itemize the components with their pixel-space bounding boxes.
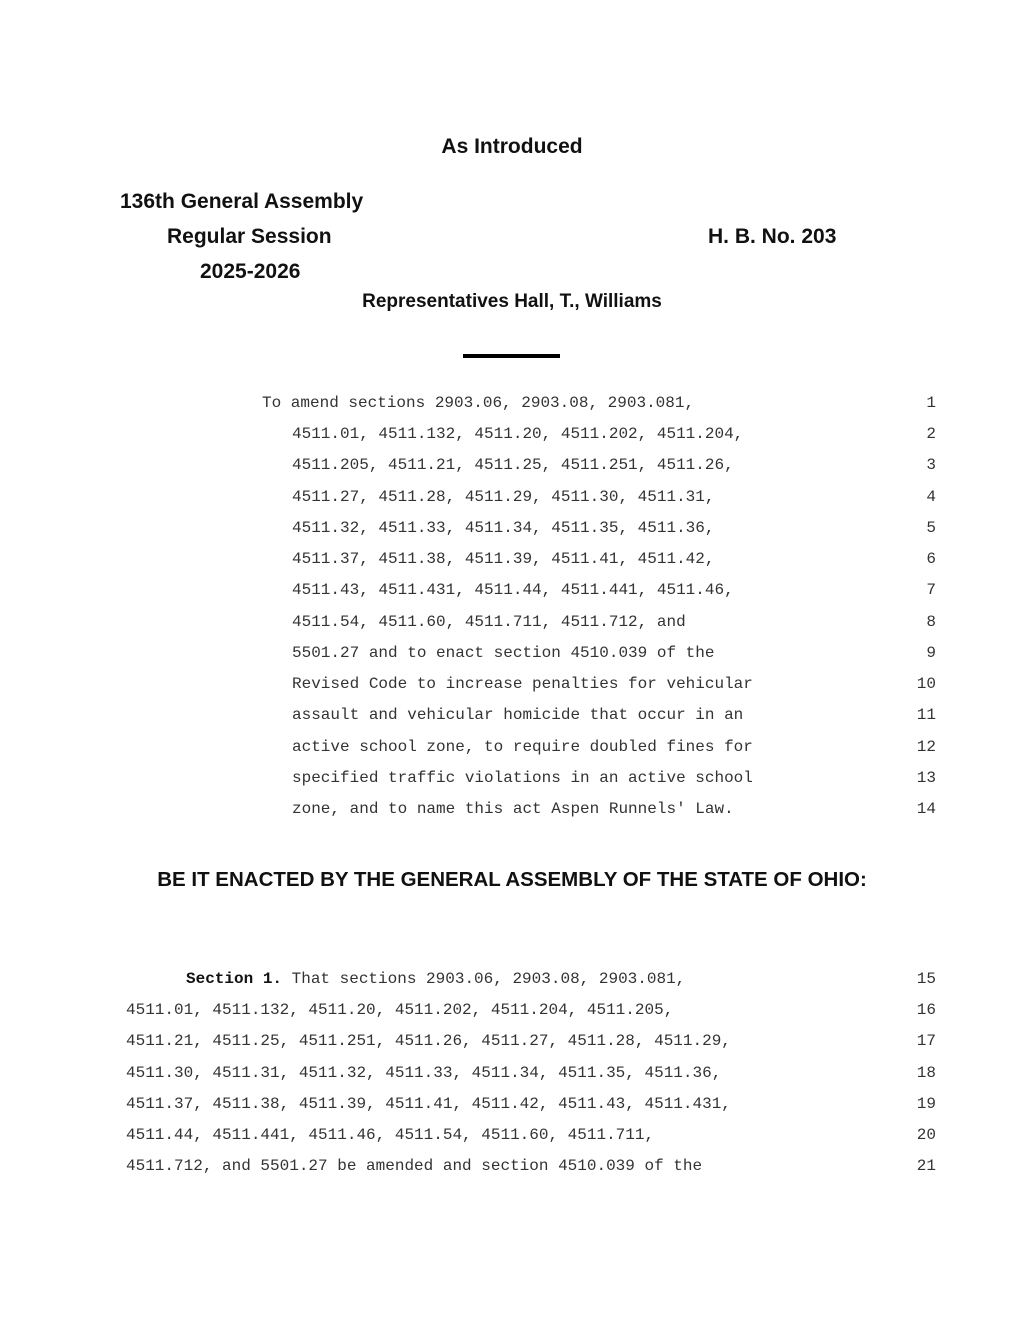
line-number: 16 <box>916 1001 936 1019</box>
general-assembly: 136th General Assembly <box>120 190 364 213</box>
line-number: 5 <box>926 519 936 537</box>
line-number: 9 <box>926 644 936 662</box>
section-first-line <box>186 969 685 989</box>
title-line: Revised Code to increase penalties for vehicular <box>292 675 753 693</box>
section-line: 4511.01, 4511.132, 4511.20, 4511.202, 4511.204, 4511.205, <box>126 1001 674 1019</box>
session-years: 2025-2026 <box>200 260 301 283</box>
title-line: 4511.01, 4511.132, 4511.20, 4511.202, 4511.204, <box>292 425 744 443</box>
line-number: 6 <box>926 550 936 568</box>
line-number: 17 <box>916 1032 936 1050</box>
line-number: 12 <box>916 738 936 756</box>
line-number: 10 <box>916 675 936 693</box>
title-line: specified traffic violations in an active school <box>292 769 753 787</box>
title-line: 4511.205, 4511.21, 4511.25, 4511.251, 4511.26, <box>292 456 734 474</box>
line-number: 2 <box>926 425 936 443</box>
document-status: As Introduced <box>441 135 583 158</box>
title-line: 4511.43, 4511.431, 4511.44, 4511.441, 4511.46, <box>292 581 734 599</box>
section-line: 4511.37, 4511.38, 4511.39, 4511.41, 4511.42, 4511.43, 4511.431, <box>126 1095 731 1113</box>
bill-number: H. B. No. 203 <box>708 225 837 248</box>
section-line: 4511.30, 4511.31, 4511.32, 4511.33, 4511.34, 4511.35, 4511.36, <box>126 1064 722 1082</box>
section-label: Section 1. <box>186 970 283 988</box>
line-number: 20 <box>916 1126 936 1144</box>
line-number: 18 <box>916 1064 936 1082</box>
section-text: That sections 2903.06, 2903.08, 2903.081, <box>282 970 686 988</box>
line-number: 3 <box>926 456 936 474</box>
sponsors: Representatives Hall, T., Williams <box>362 291 662 312</box>
line-number: 8 <box>926 613 936 631</box>
line-number: 21 <box>916 1157 936 1175</box>
line-number: 15 <box>916 970 936 988</box>
title-line: zone, and to name this act Aspen Runnels' Law. <box>292 800 734 818</box>
line-number: 7 <box>926 581 936 599</box>
title-line: To amend sections 2903.06, 2903.08, 2903.081, <box>262 394 695 412</box>
line-number: 19 <box>916 1095 936 1113</box>
title-line: 4511.32, 4511.33, 4511.34, 4511.35, 4511.36, <box>292 519 715 537</box>
line-number: 1 <box>926 394 936 412</box>
title-line: active school zone, to require doubled fines for <box>292 738 753 756</box>
divider-rule <box>463 354 560 358</box>
section-line: 4511.712, and 5501.27 be amended and section 4510.039 of the <box>126 1157 703 1175</box>
section-line: 4511.44, 4511.441, 4511.46, 4511.54, 4511.60, 4511.711, <box>126 1126 655 1144</box>
title-line: assault and vehicular homicide that occur in an <box>292 706 744 724</box>
title-line: 4511.27, 4511.28, 4511.29, 4511.30, 4511.31, <box>292 488 715 506</box>
line-number: 14 <box>916 800 936 818</box>
title-line: 5501.27 and to enact section 4510.039 of the <box>292 644 715 662</box>
title-line: 4511.54, 4511.60, 4511.711, 4511.712, and <box>292 613 686 631</box>
line-number: 4 <box>926 488 936 506</box>
line-number: 13 <box>916 769 936 787</box>
enacting-clause: BE IT ENACTED BY THE GENERAL ASSEMBLY OF THE STATE OF OHIO: <box>157 868 867 891</box>
session-name: Regular Session <box>167 225 332 248</box>
title-line: 4511.37, 4511.38, 4511.39, 4511.41, 4511.42, <box>292 550 715 568</box>
line-number: 11 <box>916 706 936 724</box>
section-line: 4511.21, 4511.25, 4511.251, 4511.26, 4511.27, 4511.28, 4511.29, <box>126 1032 731 1050</box>
